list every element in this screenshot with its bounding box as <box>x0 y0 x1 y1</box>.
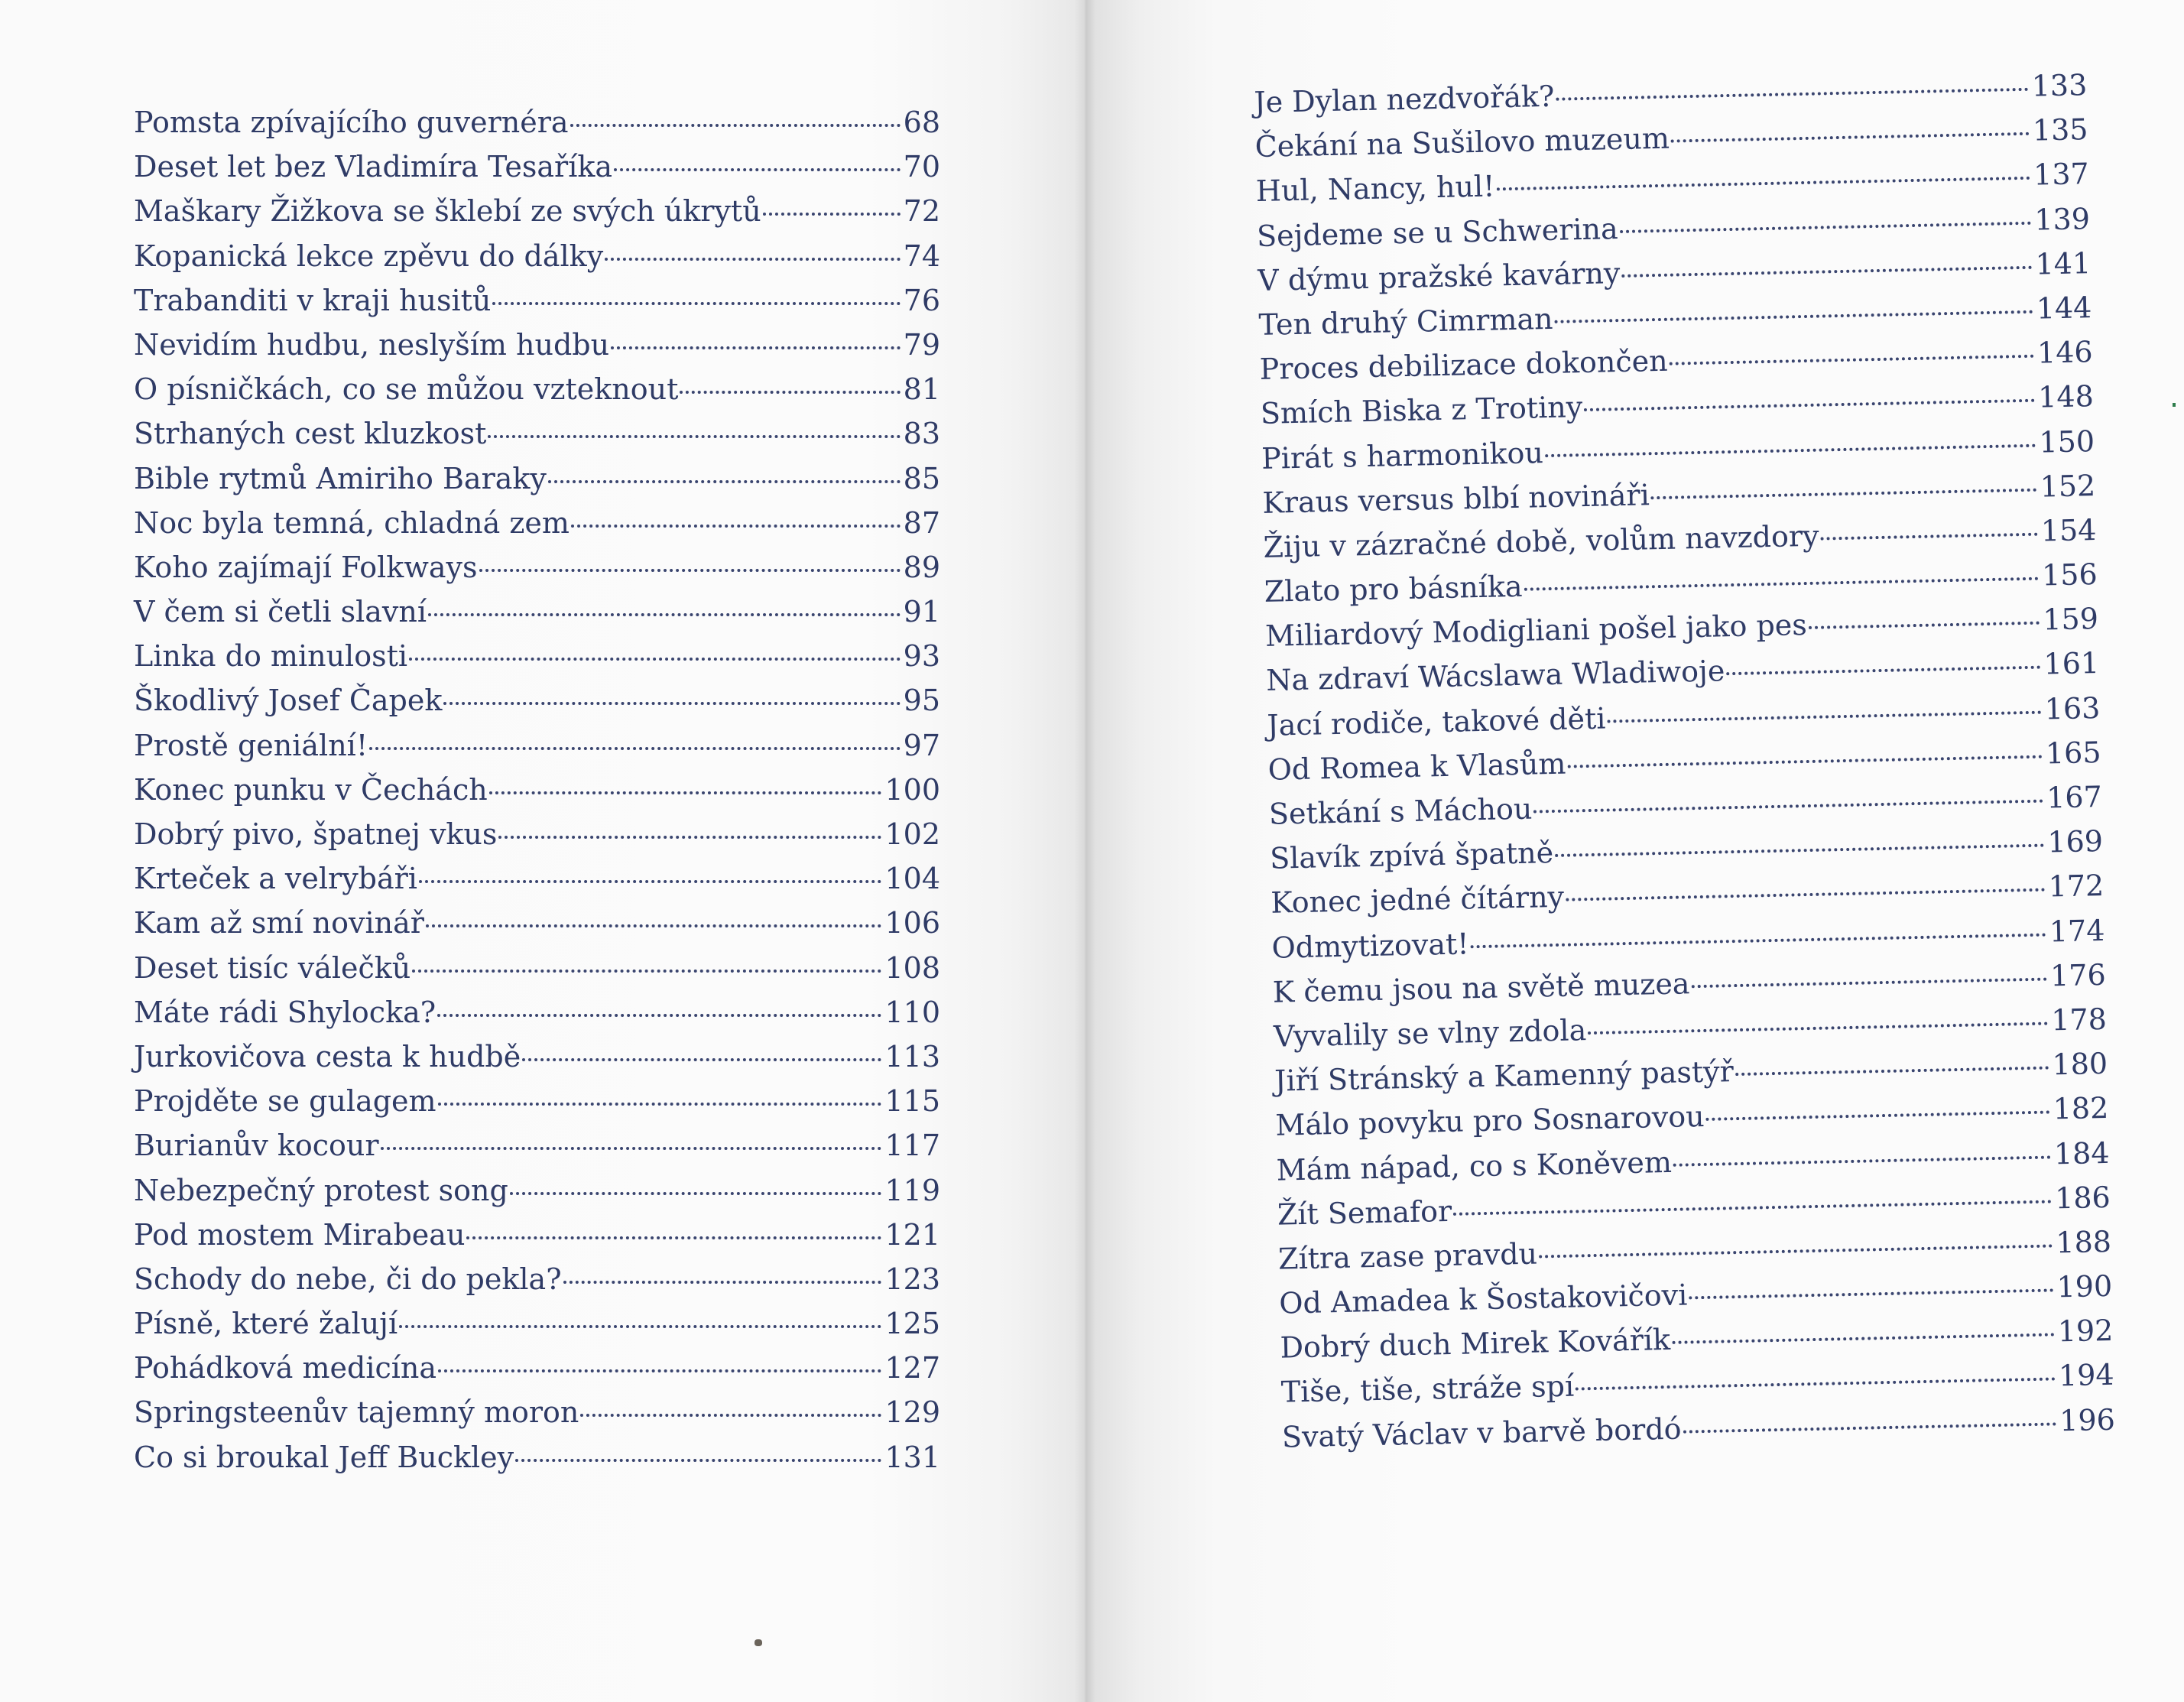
dot-leader <box>1556 88 2028 101</box>
dot-leader <box>563 1281 882 1284</box>
dot-leader <box>443 702 900 705</box>
toc-entry-title: Maškary Žižkova se šklebí ze svých úkrytů <box>134 194 761 229</box>
toc-entry <box>134 1174 940 1218</box>
dot-leader <box>1735 1067 2049 1077</box>
dot-leader <box>1671 132 2030 143</box>
toc-entry-page-number: 83 <box>903 417 940 451</box>
dot-leader <box>1621 265 2032 277</box>
toc-entry-title: Nebezpečný protest song <box>134 1173 508 1207</box>
toc-entry-title: Od Amadea k Šostakovičovi <box>1278 1278 1688 1320</box>
dot-leader <box>510 1192 882 1195</box>
toc-entry-title: Deset let bez Vladimíra Tesaříka <box>134 150 613 184</box>
toc-entry-page-number: 117 <box>884 1129 940 1163</box>
dot-leader <box>614 168 901 171</box>
toc-entry-title: Burianův kocour <box>134 1129 379 1163</box>
toc-entry-page-number: 192 <box>2057 1314 2114 1349</box>
toc-entry <box>134 817 940 862</box>
toc-entry-page-number: 110 <box>884 995 940 1029</box>
dot-leader <box>498 836 881 839</box>
dot-leader <box>1576 1378 2056 1391</box>
toc-entry-page-number: 87 <box>903 505 940 540</box>
dot-leader <box>1588 1022 2048 1035</box>
toc-entry <box>134 729 940 773</box>
dot-leader <box>1620 221 2032 232</box>
dot-leader <box>1496 177 2030 191</box>
dot-leader <box>1651 488 2037 499</box>
toc-entry-title: Je Dylan nezdvořák? <box>1254 79 1555 119</box>
toc-entry-title: Konec jedné čítárny <box>1270 880 1565 921</box>
toc-entry <box>134 372 940 417</box>
toc-entry-title: Svatý Václav v barvě bordó <box>1281 1411 1682 1454</box>
toc-entry-page-number: 68 <box>903 106 940 139</box>
toc-entry <box>134 194 940 239</box>
left-page <box>0 0 1086 1702</box>
dot-leader <box>605 258 900 261</box>
toc-entry-page-number: 93 <box>903 639 940 674</box>
toc-entry-title: Strhaných cest kluzkost <box>134 417 487 451</box>
dot-leader <box>580 1414 881 1417</box>
toc-entry-title: Pirát s harmonikou <box>1261 435 1544 476</box>
dot-leader <box>611 346 901 349</box>
toc-entry-title: Máte rádi Shylocka? <box>134 995 436 1029</box>
toc-entry-page-number: 108 <box>884 950 940 985</box>
dot-leader <box>399 1325 881 1328</box>
dot-leader <box>680 391 900 394</box>
dot-leader <box>438 1369 881 1372</box>
toc-entry-title: Sejdeme se u Schwerina <box>1256 211 1619 253</box>
toc-entry-title: K čemu jsou na světě muzea <box>1272 966 1690 1009</box>
toc-entry-title: V dýmu pražské kavárny <box>1257 255 1621 297</box>
toc-entry-title: Springsteenův tajemný moron <box>134 1395 579 1430</box>
toc-entry-title: Kopanická lekce zpěvu do dálky <box>134 239 604 273</box>
dot-leader <box>438 1103 882 1106</box>
toc-entry-title: Ten druhý Cimrman <box>1258 301 1553 342</box>
dot-leader <box>1809 622 2040 629</box>
toc-entry-title: Projděte se gulagem <box>134 1084 436 1119</box>
dot-leader <box>409 658 901 661</box>
dot-leader <box>1555 310 2033 323</box>
toc-entry-title: Pomsta zpívajícího guvernéra <box>134 106 569 139</box>
toc-entry-title: Čekání na Sušilovo muzeum <box>1254 121 1670 164</box>
toc-entry-page-number: 190 <box>2056 1268 2113 1304</box>
toc-entry <box>134 1084 940 1129</box>
dot-leader <box>571 525 901 528</box>
toc-entry-title: Prostě geniální! <box>134 728 368 762</box>
toc-entry-page-number: 150 <box>2038 424 2095 460</box>
toc-entry-page-number: 172 <box>2048 869 2104 904</box>
dot-leader <box>1607 710 2041 723</box>
toc-entry-title: Odmytizovat! <box>1271 926 1469 965</box>
toc-entry <box>134 150 940 194</box>
toc-entry-title: Vyvalily se vlny zdola <box>1273 1013 1587 1054</box>
toc-entry <box>134 1262 940 1307</box>
toc-entry-title: Málo povyku pro Sosnarovou <box>1275 1099 1705 1143</box>
toc-entry-page-number: 97 <box>903 728 940 762</box>
toc-entry-page-number: 119 <box>884 1173 940 1207</box>
toc-entry-page-number: 125 <box>884 1307 940 1341</box>
toc-entry-page-number: 184 <box>2053 1135 2110 1171</box>
dot-leader <box>1706 1111 2050 1121</box>
dot-leader <box>1539 1244 2053 1258</box>
toc-entry <box>134 595 940 639</box>
dot-leader <box>381 1147 882 1150</box>
toc-entry-title: Pohádková medicína <box>134 1351 437 1385</box>
toc-entry-title: Kraus versus blbí novináři <box>1261 477 1650 520</box>
toc-entry-page-number: 169 <box>2046 824 2104 859</box>
toc-entry-page-number: 180 <box>2052 1047 2108 1082</box>
toc-entry-page-number: 152 <box>2040 468 2096 504</box>
toc-entry-page-number: 135 <box>2032 112 2088 148</box>
dot-leader <box>426 924 882 927</box>
toc-entry-page-number: 91 <box>903 595 940 629</box>
toc-entry-page-number: 133 <box>2031 68 2088 103</box>
toc-entry-page-number: 156 <box>2041 557 2098 593</box>
toc-entry <box>134 551 940 595</box>
toc-entry-title: Dobrý pivo, špatnej vkus <box>134 817 498 851</box>
toc-entry-title: Žiju v zázračné době, volům navzdory <box>1263 518 1819 564</box>
toc-entry-title: Na zdraví Wácslawa Wladiwoje <box>1265 654 1725 698</box>
toc-entry <box>134 1395 940 1440</box>
toc-entry <box>134 417 940 461</box>
toc-entry-page-number: 72 <box>903 194 940 229</box>
toc-entry-page-number: 167 <box>2046 779 2103 815</box>
toc-entry-page-number: 188 <box>2055 1224 2112 1260</box>
toc-entry-page-number: 104 <box>884 862 940 896</box>
dot-leader <box>492 302 900 305</box>
toc-entry-page-number: 81 <box>903 372 940 407</box>
toc-entry-title: Žít Semafor <box>1277 1194 1452 1232</box>
toc-entry <box>134 1218 940 1262</box>
toc-entry-title: Bible rytmů Amiriho Baraky <box>134 461 547 495</box>
toc-entry-page-number: 182 <box>2053 1091 2109 1126</box>
toc-entry <box>134 639 940 684</box>
toc-entry <box>134 684 940 728</box>
dot-leader <box>1689 1288 2053 1299</box>
toc-entry-title: O písničkách, co se můžou vzteknout <box>134 372 679 407</box>
dot-leader <box>570 124 901 127</box>
toc-entry-page-number: 139 <box>2033 201 2091 237</box>
dot-leader <box>522 1058 881 1061</box>
dot-leader <box>1672 1333 2055 1344</box>
toc-entry <box>134 951 940 996</box>
toc-entry-page-number: 159 <box>2042 602 2099 637</box>
toc-entry-page-number: 174 <box>2049 913 2105 949</box>
toc-entry-title: V čem si četli slavní <box>134 595 427 629</box>
toc-entry-page-number: 141 <box>2035 245 2092 281</box>
dot-leader <box>1821 533 2038 541</box>
toc-entry-page-number: 76 <box>903 283 940 317</box>
toc-entry-title: Jací rodiče, takové děti <box>1267 701 1606 742</box>
toc-entry-title: Škodlivý Josef Čapek <box>134 684 443 718</box>
toc-entry-title: Miliardový Modigliani pošel jako pes <box>1264 608 1808 654</box>
toc-entry <box>134 1307 940 1351</box>
dot-leader <box>489 791 882 794</box>
toc-entry-page-number: 106 <box>884 906 940 940</box>
dot-leader <box>1555 844 2044 857</box>
toc-entry-title: Deset tisíc válečků <box>134 950 411 985</box>
toc-entry <box>134 462 940 506</box>
toc-entry-page-number: 131 <box>884 1440 940 1474</box>
toc-entry-page-number: 194 <box>2058 1358 2115 1393</box>
dot-leader <box>1691 977 2047 988</box>
book-gutter <box>1074 0 1095 1702</box>
toc-entry-page-number: 154 <box>2040 512 2097 548</box>
dot-leader <box>515 1459 881 1462</box>
toc-entry <box>134 1441 940 1485</box>
dot-leader <box>1524 577 2040 591</box>
toc-entry-page-number: 176 <box>2049 957 2107 993</box>
paper-speck <box>755 1639 762 1646</box>
toc-entry-page-number: 196 <box>2059 1402 2116 1437</box>
toc-entry-page-number: 186 <box>2054 1180 2111 1216</box>
toc-entry-page-number: 121 <box>884 1217 940 1252</box>
toc-entry-title: Dobrý duch Mirek Kovářík <box>1280 1323 1671 1365</box>
toc-list-right <box>1254 68 2116 1464</box>
toc-entry-title: Mám nápad, co s Koněvem <box>1276 1145 1673 1187</box>
toc-entry <box>134 906 940 950</box>
toc-entry-page-number: 165 <box>2045 735 2101 771</box>
toc-entry-page-number: 74 <box>903 239 940 273</box>
dot-leader <box>419 880 882 883</box>
toc-entry-title: Linka do minulosti <box>134 639 407 674</box>
toc-entry-page-number: 102 <box>884 817 940 851</box>
dot-leader <box>488 435 900 438</box>
dot-leader <box>1471 933 2046 948</box>
dot-leader <box>428 613 901 616</box>
toc-entry-page-number: 100 <box>884 772 940 807</box>
toc-entry-page-number: 146 <box>2036 335 2093 370</box>
toc-entry-title: Setkání s Máchou <box>1268 791 1533 831</box>
toc-entry-title: Co si broukal Jeff Buckley <box>134 1440 514 1474</box>
toc-entry <box>134 1351 940 1395</box>
toc-entry-title: Kam až smí novinář <box>134 906 424 940</box>
toc-entry-title: Krteček a velrybáři <box>134 862 417 896</box>
toc-entry <box>134 106 940 150</box>
toc-entry-title: Zlato pro básníka <box>1264 569 1523 609</box>
dot-leader <box>1566 888 2046 901</box>
toc-entry-title: Od Romea k Vlasům <box>1267 746 1566 787</box>
toc-entry-page-number: 123 <box>884 1262 940 1296</box>
toc-entry <box>134 284 940 328</box>
toc-entry-page-number: 137 <box>2033 157 2090 193</box>
toc-entry-title: Trabanditi v kraji husitů <box>134 283 492 317</box>
toc-entry-title: Jurkovičova cesta k hudbě <box>134 1039 521 1073</box>
toc-entry-page-number: 70 <box>903 150 940 184</box>
toc-entry-title: Tiše, tiše, stráže spí <box>1280 1369 1575 1410</box>
toc-entry <box>134 506 940 551</box>
dot-leader <box>437 1014 881 1017</box>
dot-leader <box>548 480 901 483</box>
dot-leader <box>1453 1200 2052 1215</box>
toc-entry-page-number: 113 <box>884 1039 940 1073</box>
dot-leader <box>369 747 901 750</box>
toc-entry-page-number: 178 <box>2050 1002 2108 1038</box>
dot-leader <box>1673 1155 2051 1166</box>
dot-leader <box>466 1236 881 1239</box>
toc-entry-page-number: 89 <box>903 550 940 584</box>
toc-entry-page-number: 129 <box>884 1395 940 1430</box>
toc-entry-title: Proces debilizace dokončen <box>1259 343 1669 387</box>
dot-leader <box>412 970 881 973</box>
toc-entry-page-number: 144 <box>2036 291 2092 326</box>
toc-entry-page-number: 127 <box>884 1351 940 1385</box>
toc-entry-title: Písně, které žalují <box>134 1307 398 1341</box>
ink-mark <box>2173 403 2176 407</box>
toc-entry <box>134 1129 940 1173</box>
toc-entry-page-number: 148 <box>2037 379 2095 414</box>
dot-leader <box>1683 1422 2056 1433</box>
toc-entry <box>134 862 940 906</box>
toc-entry-title: Slavík zpívá špatně <box>1269 836 1554 875</box>
toc-entry <box>134 328 940 372</box>
dot-leader <box>1545 443 2036 456</box>
dot-leader <box>479 569 901 572</box>
toc-entry-title: Schody do nebe, či do pekla? <box>134 1262 562 1296</box>
toc-entry-title: Noc byla temná, chladná zem <box>134 505 570 540</box>
toc-entry-title: Jiří Stránský a Kamenný pastýř <box>1274 1054 1735 1098</box>
toc-entry <box>134 773 940 817</box>
toc-entry <box>134 996 940 1040</box>
toc-entry-page-number: 79 <box>903 327 940 362</box>
toc-entry-title: Konec punku v Čechách <box>134 772 488 807</box>
toc-entry <box>134 239 940 284</box>
toc-entry-page-number: 95 <box>903 684 940 718</box>
toc-entry-page-number: 115 <box>884 1084 940 1119</box>
toc-list-left <box>134 106 940 1485</box>
dot-leader <box>1567 755 2043 768</box>
dot-leader <box>1726 666 2040 676</box>
toc-entry <box>134 1040 940 1084</box>
toc-entry-title: Zítra zase pravdu <box>1277 1236 1538 1276</box>
dot-leader <box>1670 355 2035 365</box>
toc-entry-title: Nevidím hudbu, neslyším hudbu <box>134 327 610 362</box>
toc-entry-title: Hul, Nancy, hul! <box>1255 169 1495 209</box>
toc-entry-page-number: 163 <box>2044 690 2101 726</box>
toc-entry-page-number: 85 <box>903 461 940 495</box>
toc-entry-title: Smích Biska z Trotiny <box>1260 390 1583 431</box>
dot-leader <box>1584 399 2035 411</box>
dot-leader <box>1533 800 2043 814</box>
dot-leader <box>763 213 901 216</box>
toc-entry-page-number: 161 <box>2043 646 2100 681</box>
toc-entry-title: Koho zajímají Folkways <box>134 550 478 584</box>
toc-entry-title: Pod mostem Mirabeau <box>134 1217 466 1252</box>
